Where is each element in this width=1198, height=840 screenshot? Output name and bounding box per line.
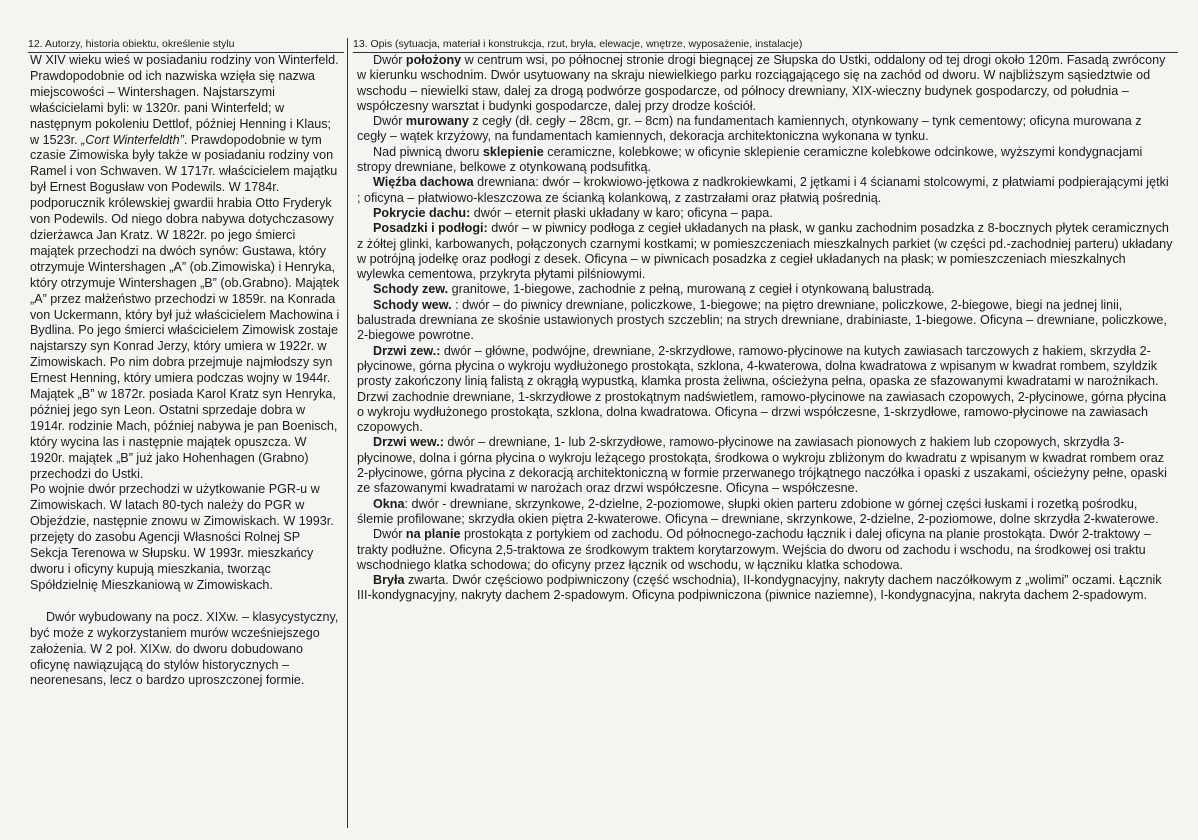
internal-doors-paragraph: Drzwi wew.: dwór – drewniane, 1- lub 2-skrzydłowe, ramowo-płycinowe na zawiasach pionowych z hakiem lub czopowych, skrzydła 3-płycinowe, dolna i górna płycina o wykroju leżącego prostokąta, środkowa o wykroju zbliżonym do kwadratu z wpisanym w kwadrat rombem oraz 2-płycinowe, górna płycina z dekoracją architektoniczną w formie przerwanego trójkątnego naczółka i opaski z uszakami, ościeżyny pełne, opaski ze sfazowanymi kwadratami w narożach oraz drzwi współczesne. Oficyna – współczesne. (357, 435, 1167, 496)
plan-paragraph: Dwór na planie prostokąta z portykiem od zachodu. Od północnego-zachodu łącznik i dalej oficyna na planie prostokąta. Dwór 2-traktowy – trakty podłużne. Oficyna 2,5-traktowa ze środkowym traktem korytarzowym. Wejścia do dworu od zachodu i wschodu, na środkowej osi traktu wschodniego klatka schodowa; do oficyny przez łącznik od wschodu, w łączniku klatka schodowa. (357, 527, 1151, 572)
windows-paragraph: Okna: dwór - drewniane, skrzynkowe, 2-dzielne, 2-poziomowe, słupki okien parteru zdobione w górnej części łuskami i rozetką pośrodku, ślemie profilowane; skrzydła okien piętra 2-kwaterowe. Oficyna – drewniane, skrzynkowe, 2-dzielne, 2-poziomowe, dolne skrzydła 2-kwaterowe. (357, 496, 1159, 526)
history-paragraph-1: W XIV wieku wieś w posiadaniu rodziny von Winterfeld. Prawdopodobnie od ich nazwiska wzięła się nazwa miejscowości – Wintershagen. Najstarszymi właścicielami byli: w 1320r. pani Winterfeld; w następnym pokoleniu Dettlof, później Henning i Klaus; w 1523r. „Cort Winterfeldth”. Prawdopodobnie w tym czasie Zimowiska były także w posiadaniu rodziny von Ramel i von Schwaven. W 1717r. właścicielem majątku był Ernest Bogusław von Podewils. W 1784r. podporucznik królewskiej gwardii hrabia Otto Fryderyk von Podewils. Od niego dobra nabywa dotychczasowy dzierżawca Jan Kratz. W 1822r. po jego śmierci majątek przechodzi na dwóch synów: Gustawa, który otrzymuje Wintershagen „A” (ob.Zimowiska) i Henryka, który otrzymuje Wintershagen „B” (ob.Grabno). Majątek „A” przez małżeństwo przechodzi w 1859r. na Konrada von Uckermann, który był już właścicielem Machowina i Bydlina. Po jego śmierci właścicielem Zimowisk zostaje najstarszy syn Konrad Jerzy, który umiera w 1922r. w Zimowiskach. Po nim dobra przejmuje najmłodszy syn Ernest Henning, który umiera podczas wojny w 1944r. (30, 53, 340, 386)
description-text (353, 53, 1178, 604)
history-text (28, 53, 344, 689)
walls-paragraph: Dwór murowany z cegły (dł. cegły – 28cm, gr. – 8cm) na fundamentach kamiennych, otynkowany – tynk cementowy; oficyna murowana z cegły – wątek krzyżowy, na fundamentach kamiennych, dekoracja architektoniczna wykonana w tynku. (357, 114, 1142, 144)
history-paragraph-3: Po wojnie dwór przechodzi w użytkowanie PGR-u w Zimowiskach. W latach 80-tych należy do PGR w Objeździe, następnie znowu w Zimowiskach. W 1993r. przejęty do zasobu Agencji Własności Rolnej SP Sekcja Terenowa w Słupsku. W 1993r. mieszkańcy dworu i oficyny kupują mieszkania, tworząc Spółdzielnię Mieszkaniową w Zimowiskach. (30, 482, 334, 592)
external-stairs-paragraph: Schody zew. granitowe, 1-biegowe, zachodnie z pełną, murowaną z cegieł i otynkowaną balustradą. (373, 282, 935, 297)
external-doors-paragraph: Drzwi zew.: dwór – główne, podwójne, drewniane, 2-skrzydłowe, ramowo-płycinowe na kutych zawiasach tarczowych z hakiem, skrzydła 2-płycinowe, górna płycina o wykroju wydłużonego prostokąta, szklona, 4-kwaterowa, dolna kwadratowa z wpisanym w kwadrat rombem, szyldzik prosty zakończony linią falistą z okrągłą wypustką, klamka prosta żeliwna, ościeżyna pełna, opaska ze sfazowanymi kwadratami w narożnikach. Drzwi zachodnie drewniane, 1-skrzydłowe z prostokątnym nadświetlem, ramowo-płycinowe na zawiasach czopowych, 2-płycinowe, górna płycina o wykroju wydłużonego prostokąta, szklona, dolna kwadratowa. Oficyna – drzwi współczesne, 1-skrzydłowe, ramowo-płycinowe na zawiasach czopowych. (357, 343, 1167, 435)
massing-paragraph: Bryła zwarta. Dwór częściowo podpiwniczony (część wschodnia), II-kondygnacyjny, nakryty dachem naczółkowym z „wolimi” oczami. Łącznik III-kondygnacyjny, nakryty dachem 2-spadowym. Oficyna podpiwniczona (piwnice naziemne), I-kondygnacyjna, nakryta dachem 2-spadowym. (357, 573, 1162, 603)
section-13-header: 13. Opis (sytuacja, materiał i konstrukcja, rzut, bryła, elewacje, wnętrze, wyposażenie, instalacje) (353, 38, 1178, 53)
page-top-margin (0, 0, 1198, 30)
cort-winterfeldth: „Cort Winterfeldth” (81, 132, 184, 147)
history-column (28, 38, 344, 828)
description-column (353, 38, 1178, 828)
roof-truss-paragraph: Więźba dachowa drewniana: dwór – krokwiowo-jętkowa z nadkrokiewkami, 2 jętkami i 4 ścianami stolcowymi, z płatwiami podpierającymi jętki ; oficyna – płatwiowo-kleszczowa ze ścianką kolankową, z zastrzałami oraz płatwią pośrednią. (357, 175, 1169, 205)
column-divider (347, 38, 348, 828)
style-paragraph: Dwór wybudowany na pocz. XIXw. – klasycystyczny, być może z wykorzystaniem murów wcześniejszego założenia. W 2 poł. XIXw. do dworu dobudowano oficynę nawiązującą do stylów historycznych – neorenesans, lecz o bardzo uproszczonej formie. (30, 609, 339, 688)
section-12-header: 12. Autorzy, historia obiektu, określenie stylu (28, 38, 344, 53)
floors-paragraph: Posadzki i podłogi: dwór – w piwnicy podłoga z cegieł układanych na płask, w ganku zachodnim posadzka z 8-bocznych płytek ceramicznych z żółtej glinki, karbowanych, połączonych czarnymi kostkami; w pomieszczeniach mieszkalnych parkiet (w części pd.-zachodniej parteru) układany w potrójną jodełkę oraz podłogi z desek. Oficyna – w piwnicach posadzka z cegieł układanych na płask; w pomieszczeniach mieszkalnych wylewka cementowa, przykryta płytami pilśniowymi. (357, 221, 1173, 282)
history-paragraph-2: Majątek „B” w 1872r. posiada Karol Kratz syn Henryka, później jego syn Leon. Ostatni sprzedaje dobra w 1914r. rodzinie Mach, później nabywa je pan Boenisch, który wycina las i następnie majątek opuszcza. W 1920r. majątek „B” już jako Hohenhagen (Grabno) przechodzi do Ustki. (30, 387, 338, 481)
paragraph-gap (30, 594, 340, 610)
location-paragraph: Dwór położony w centrum wsi, po północnej stronie drogi biegnącej ze Słupska do Ustki, oddalony od tej drogi około 120m. Fasadą zwrócony w kierunku wschodnim. Dwór usytuowany na skraju niewielkiego parku rozciągającego się na zachód od dworu. W najbliższym sąsiedztwie od wschodu – niewielki staw, dalej za drogą podwórze gospodarcze, od północy drewniany, XIX-wieczny budynek gospodarczy, od południa – współczesny warsztat i budynki gospodarcze, dalej przy drodze kościół. (357, 53, 1166, 113)
internal-stairs-paragraph: Schody wew. : dwór – do piwnicy drewniane, policzkowe, 1-biegowe; na piętro drewniane, policzkowe, 2-biegowe, biegi na jednej linii, balustrada drewniana ze skośnie ustawionych prostych szczeblin; na strych drewniane, drabiniaste, 1-biegowe. Oficyna – drewniane, policzkowe, 2-biegowe powrotne. (357, 297, 1167, 343)
roofing-paragraph: Pokrycie dachu: dwór – eternit płaski układany w karo; oficyna – papa. (373, 205, 773, 220)
vault-paragraph: Nad piwnicą dworu sklepienie ceramiczne, kolebkowe; w oficynie sklepienie ceramiczne kolebkowe odcinkowe, wyższymi kondygnacjami stropy drewniane, belkowe z otynkowaną podsufitką. (357, 144, 1143, 175)
